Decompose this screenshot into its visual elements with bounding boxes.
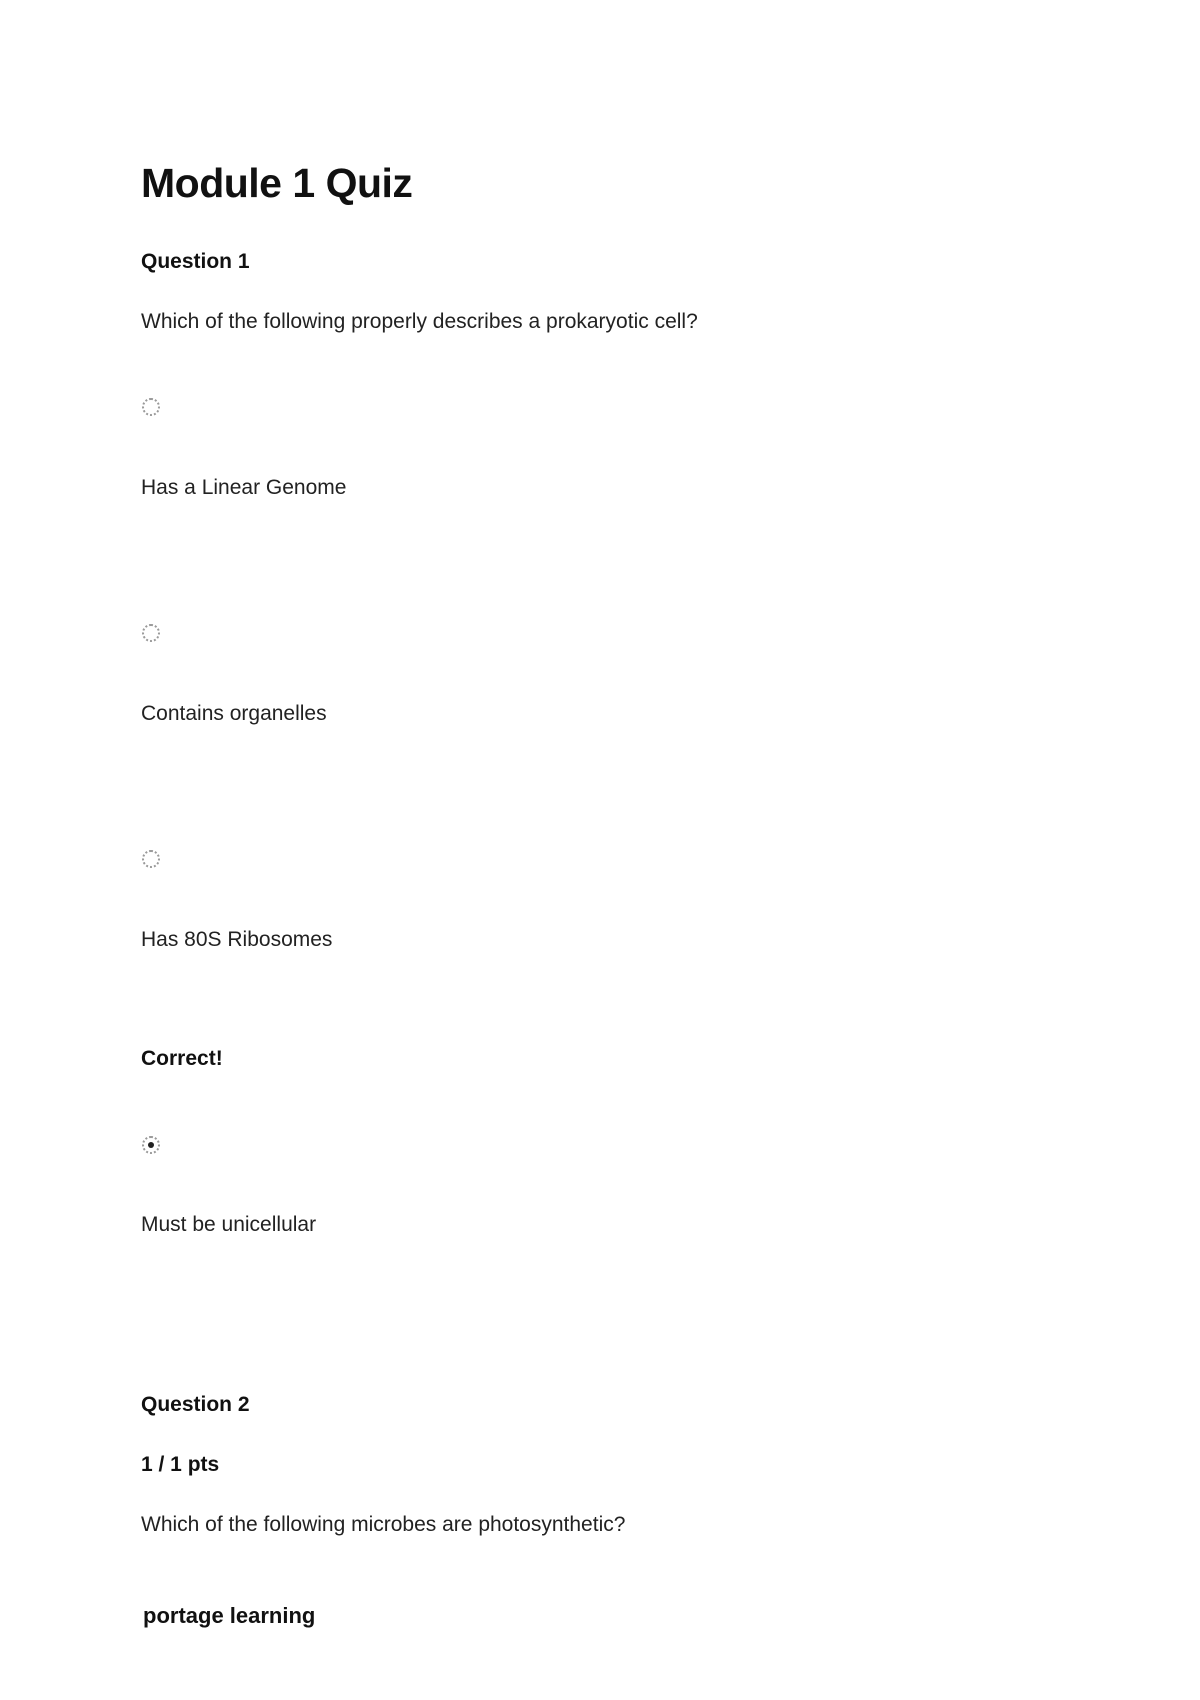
question-2-points: 1 / 1 pts	[141, 1453, 220, 1476]
footer-brand: portage learning	[143, 1603, 316, 1628]
correct-feedback: Correct!	[141, 1047, 223, 1070]
option-4-radio[interactable]	[142, 1136, 160, 1154]
option-1-radio[interactable]	[142, 398, 160, 416]
question-2-heading: Question 2	[141, 1393, 250, 1416]
option-2-radio[interactable]	[142, 624, 160, 642]
option-2-label: Contains organelles	[141, 702, 327, 725]
question-2-text: Which of the following microbes are photosynthetic?	[141, 1513, 626, 1536]
page-title: Module 1 Quiz	[141, 160, 413, 206]
option-1-label: Has a Linear Genome	[141, 476, 347, 499]
option-3-radio[interactable]	[142, 850, 160, 868]
option-4-label: Must be unicellular	[141, 1213, 317, 1236]
option-3-label: Has 80S Ribosomes	[141, 928, 333, 951]
question-1-text: Which of the following properly describes a prokaryotic cell?	[141, 310, 698, 333]
question-1-heading: Question 1	[141, 250, 250, 273]
